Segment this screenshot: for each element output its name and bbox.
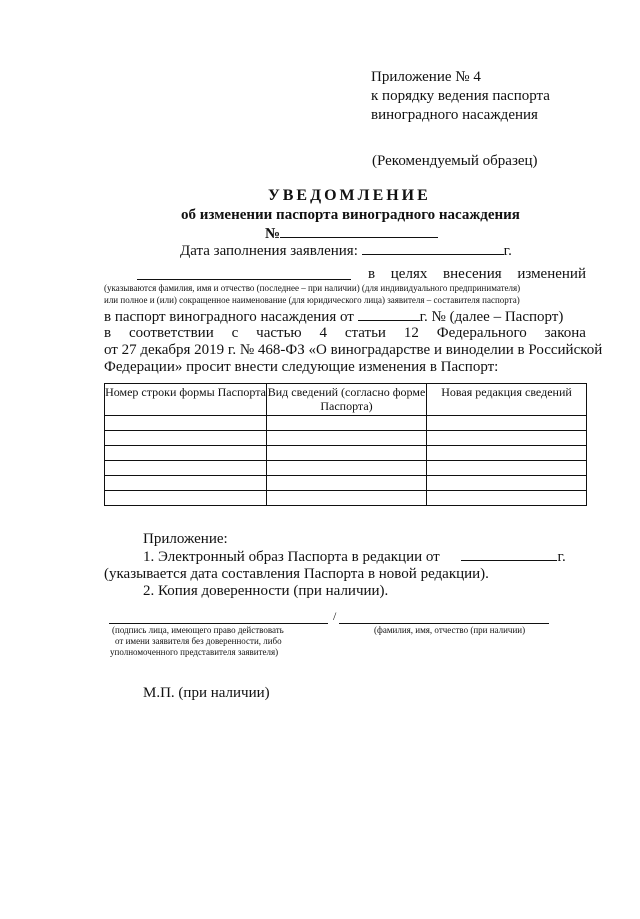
body-line3 [104, 324, 586, 342]
attachments-label: Приложение: [143, 531, 228, 547]
table-cell[interactable] [267, 416, 427, 431]
appendix-header-line3: виноградного насаждения [371, 107, 538, 123]
full-name-caption: (фамилия, имя, отчество (при наличии) [374, 625, 526, 635]
table-cell[interactable] [427, 476, 587, 491]
table-row [105, 446, 587, 461]
applicant-name-field[interactable] [137, 278, 351, 280]
stamp-label: М.П. (при наличии) [143, 685, 270, 701]
attachment-item1 [143, 547, 566, 566]
body-word: статьи [344, 325, 386, 341]
passport-line-part1: в паспорт виноградного насаждения от [104, 309, 354, 325]
changes-table [104, 383, 587, 506]
table-cell[interactable] [105, 416, 267, 431]
table-cell[interactable] [105, 461, 267, 476]
table-row [105, 476, 587, 491]
body-word: частью [256, 325, 302, 341]
table-row [105, 461, 587, 476]
attachment-year-suffix: г. [557, 549, 566, 565]
table-row [105, 431, 587, 446]
table-row [105, 491, 587, 506]
table-cell[interactable] [427, 491, 587, 506]
table-cell[interactable] [105, 431, 267, 446]
document-subtitle: об изменении паспорта виноградного насаждения [181, 207, 520, 223]
table-row [105, 416, 587, 431]
body-word: 4 [319, 325, 327, 341]
body-word: соответствии [128, 325, 214, 341]
signature-caption-line2: от имени заявителя без доверенности, либо [115, 636, 282, 646]
passport-date-field[interactable] [358, 307, 420, 321]
body-word: целях [390, 266, 428, 282]
body-word: в [104, 325, 112, 341]
appendix-header-line1: Приложение № 4 [371, 69, 481, 85]
table-header-row [105, 384, 587, 416]
attachment-date-field[interactable] [461, 547, 557, 561]
body-line4: от 27 декабря 2019 г. № 468-ФЗ «О виноградарстве и виноделии в Российской [104, 342, 603, 358]
table-cell[interactable] [105, 476, 267, 491]
attachment-item1-text: 1. Электронный образ Паспорта в редакции от [143, 549, 440, 565]
table-cell[interactable] [267, 491, 427, 506]
attachment-item2: 2. Копия доверенности (при наличии). [143, 583, 389, 599]
body-word: с [231, 325, 239, 341]
fill-date-line [180, 241, 512, 260]
body-word: Федерального [436, 325, 527, 341]
body-word: внесения [443, 266, 502, 282]
table-cell[interactable] [427, 446, 587, 461]
table-cell[interactable] [427, 431, 587, 446]
signature-separator: / [333, 609, 337, 623]
document-heading: УВЕДОМЛЕНИЕ [268, 187, 431, 204]
body-word: закона [544, 325, 586, 341]
applicant-hint-line2: или полное и (или) сокращенное наименование (для юридического лица) заявителя – составителя паспорта) [104, 295, 520, 305]
header-info-type: Вид сведений (согласно форме Паспорта) [267, 384, 427, 416]
fill-date-field[interactable] [362, 241, 504, 255]
body-line1 [368, 265, 586, 283]
body-word: изменений [517, 266, 586, 282]
table-cell[interactable] [105, 446, 267, 461]
passport-line-part2: г. № (далее – Паспорт) [419, 309, 564, 325]
table-cell[interactable] [105, 491, 267, 506]
fill-date-label: Дата заполнения заявления: [180, 243, 358, 259]
attachment-item1-hint: (указывается дата составления Паспорта в новой редакции). [104, 566, 489, 582]
table-cell[interactable] [267, 446, 427, 461]
body-word: в [368, 266, 376, 282]
table-cell[interactable] [267, 461, 427, 476]
signature-caption-line3: уполномоченного представителя заявителя) [110, 647, 279, 657]
applicant-hint-line1: (указываются фамилия, имя и отчество (последнее – при наличии) (для индивидуального предпринимателя) [104, 283, 521, 293]
body-line5: Федерации» просит внести следующие изменения в Паспорт: [104, 359, 499, 375]
number-label: № [265, 226, 281, 242]
number-field[interactable] [280, 224, 438, 238]
appendix-header-line2: к порядку ведения паспорта [371, 88, 550, 104]
header-new-info: Новая редакция сведений [427, 384, 587, 416]
table-cell[interactable] [427, 416, 587, 431]
table-cell[interactable] [267, 431, 427, 446]
table-cell[interactable] [427, 461, 587, 476]
signature-caption-line1: (подпись лица, имеющего право действовать [112, 625, 284, 635]
header-row-number: Номер строки формы Паспорта [105, 384, 267, 416]
fill-date-year-suffix: г. [503, 243, 512, 259]
recommended-sample-label: (Рекомендуемый образец) [372, 153, 538, 169]
body-word: 12 [403, 325, 419, 341]
table-cell[interactable] [267, 476, 427, 491]
